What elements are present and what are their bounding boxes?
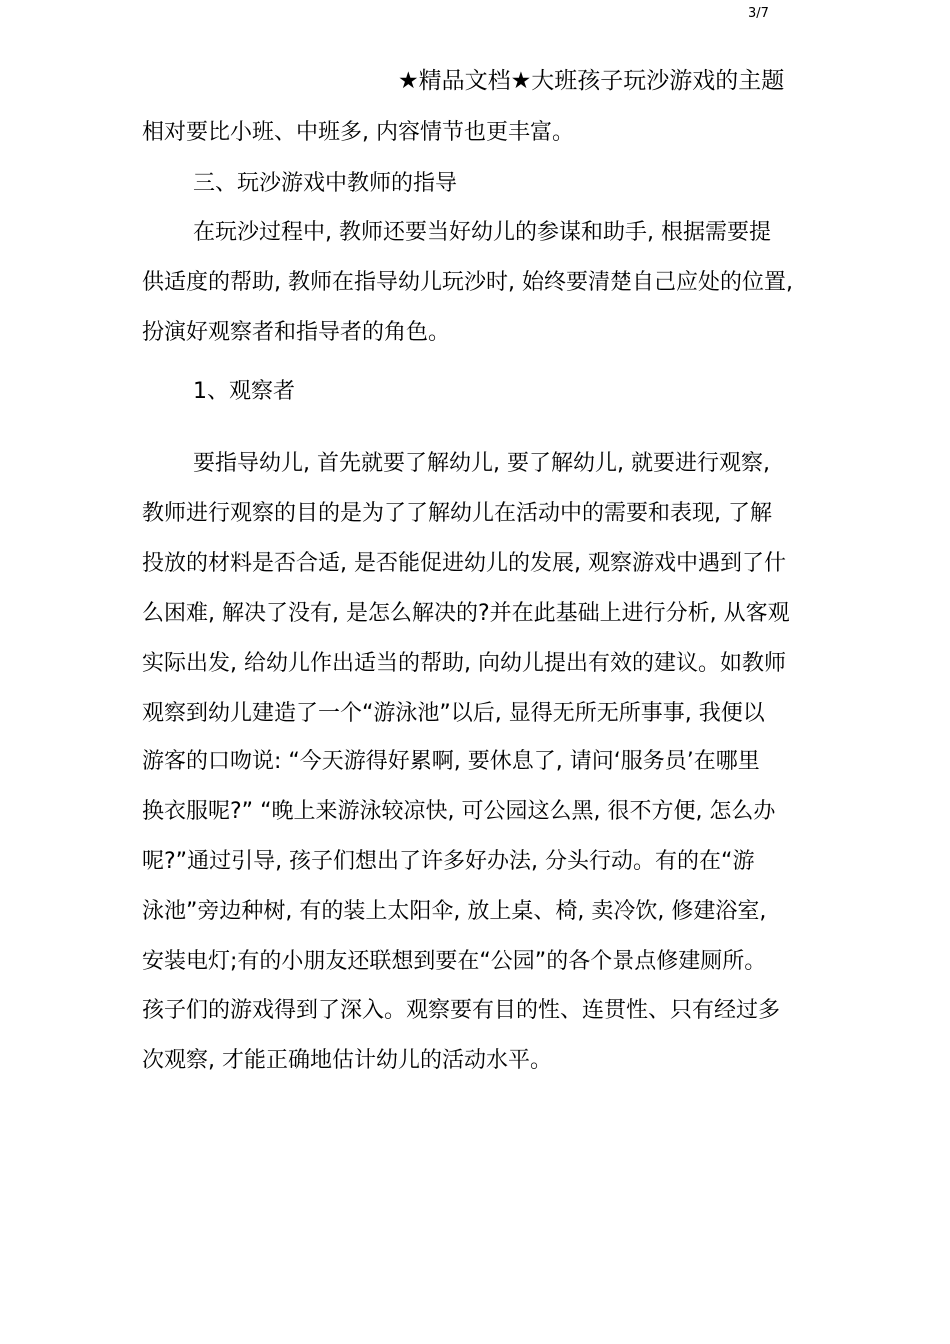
- paragraph-line: 教师进行观察的目的是为了了解幼儿在活动中的需要和表现, 了解: [142, 501, 772, 526]
- paragraph-line: 投放的材料是否合适, 是否能促进幼儿的发展, 观察游戏中遇到了什: [142, 551, 786, 576]
- paragraph-line: 孩子们的游戏得到了深入。观察要有目的性、连贯性、只有经过多: [142, 998, 781, 1023]
- section-heading: 三、玩沙游戏中教师的指导: [193, 171, 458, 196]
- paragraph-line: 呢?”通过引导, 孩子们想出了许多好办法, 分头行动。有的在“游: [142, 849, 755, 874]
- document-header: ★精品文档★大班孩子玩沙游戏的主题: [398, 68, 785, 94]
- paragraph-line: 安装电灯;有的小朋友还联想到要在“公园”的各个景点修建厕所。: [142, 949, 767, 974]
- page-number: 3/7: [748, 6, 769, 21]
- paragraph-line: 泳池”旁边种树, 有的装上太阳伞, 放上桌、椅, 卖冷饮, 修建浴室,: [142, 899, 767, 924]
- paragraph-line: 游客的口吻说: “今天游得好累啊, 要休息了, 请问‘服务员’在哪里: [142, 749, 760, 774]
- paragraph-line: 么困难, 解决了没有, 是怎么解决的?并在此基础上进行分析, 从客观: [142, 601, 790, 626]
- paragraph-line: 供适度的帮助, 教师在指导幼儿玩沙时, 始终要清楚自己应处的位置,: [142, 270, 793, 295]
- paragraph-line: 实际出发, 给幼儿作出适当的帮助, 向幼儿提出有效的建议。如教师: [142, 651, 786, 676]
- subsection-heading: 1、观察者: [193, 379, 295, 404]
- paragraph-line: 相对要比小班、中班多, 内容情节也更丰富。: [142, 120, 574, 145]
- paragraph-line: 换衣服呢?” “晚上来游泳较凉快, 可公园这么黑, 很不方便, 怎么办: [142, 799, 776, 824]
- paragraph-line: 扮演好观察者和指导者的角色。: [142, 320, 451, 345]
- paragraph-line: 次观察, 才能正确地估计幼儿的活动水平。: [142, 1048, 552, 1073]
- paragraph-line: 要指导幼儿, 首先就要了解幼儿, 要了解幼儿, 就要进行观察,: [193, 451, 770, 476]
- paragraph-line: 观察到幼儿建造了一个“游泳池”以后, 显得无所无所事事, 我便以: [142, 701, 765, 726]
- paragraph-line: 在玩沙过程中, 教师还要当好幼儿的参谋和助手, 根据需要提: [193, 220, 771, 245]
